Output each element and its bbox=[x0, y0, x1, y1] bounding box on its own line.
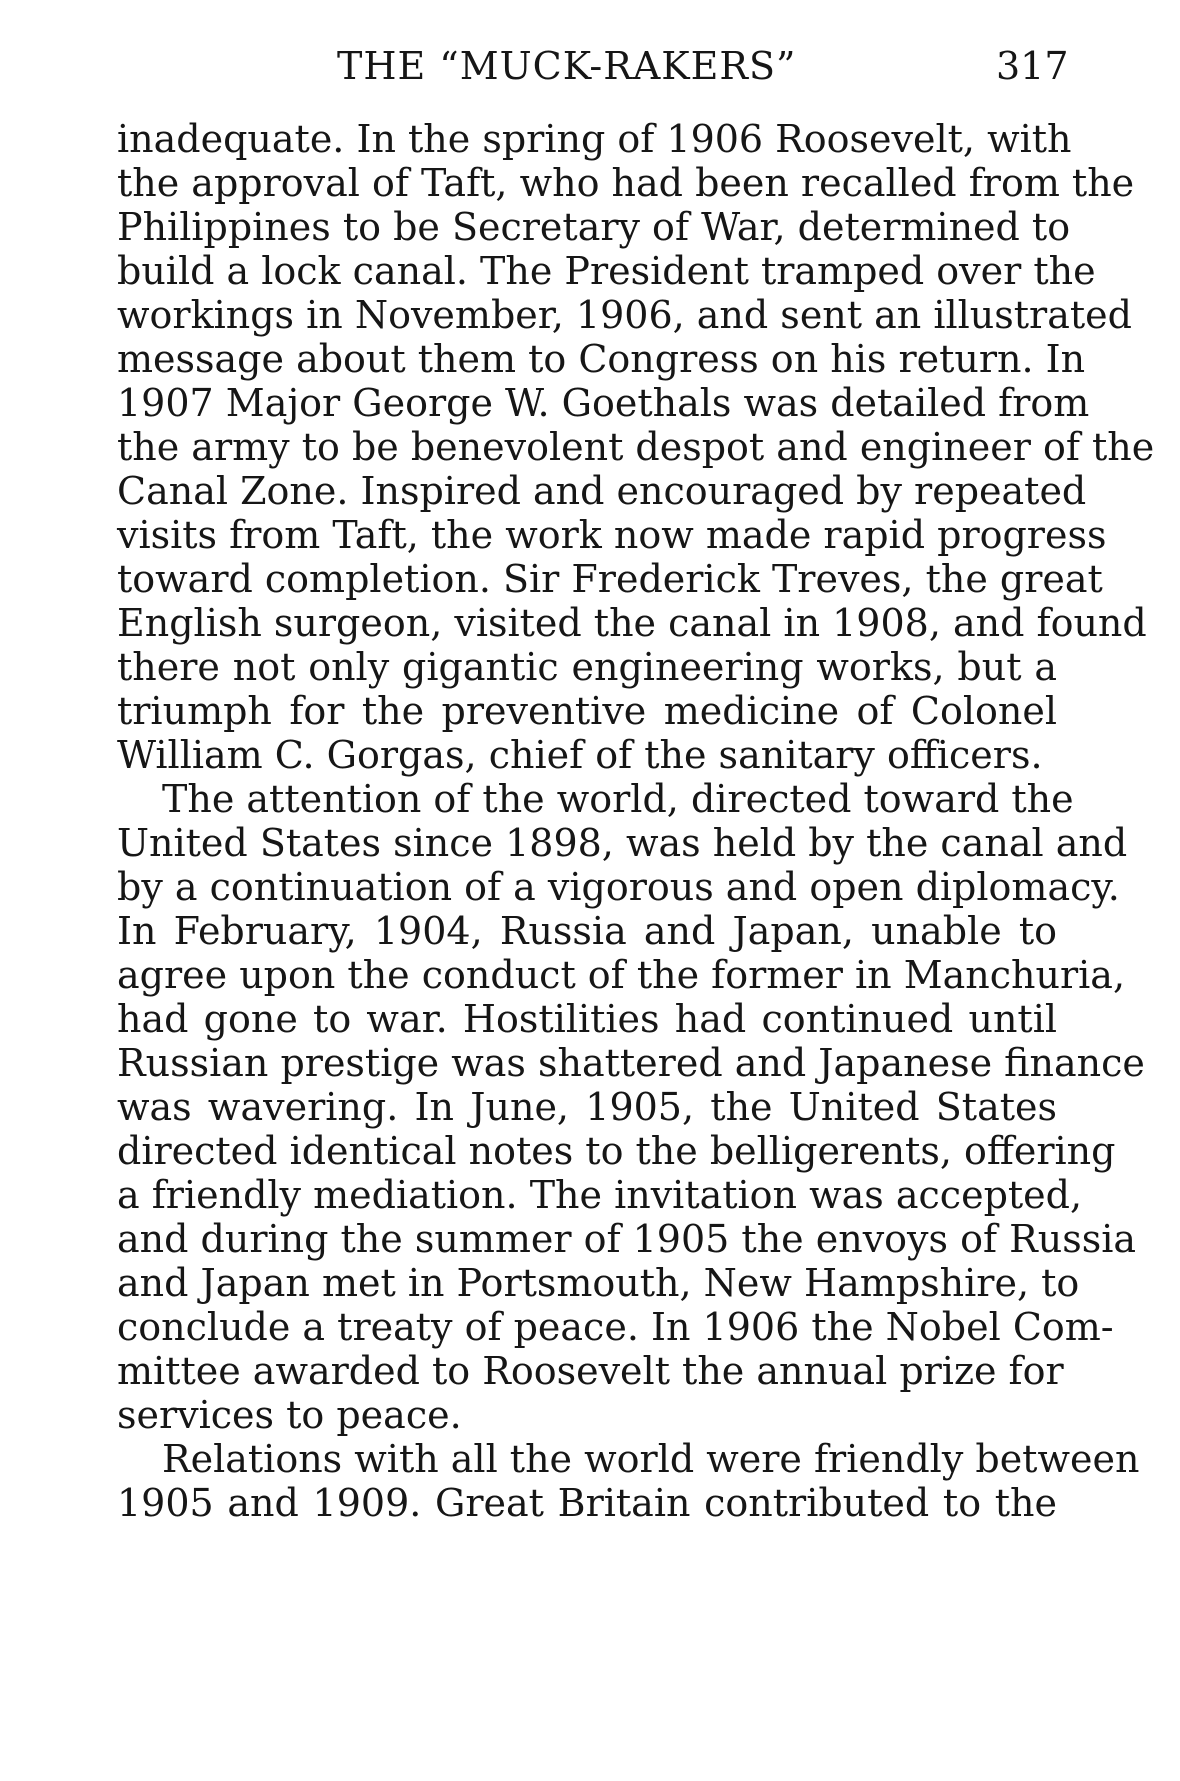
text-line: visits from Taft, the work now made rapid progress bbox=[117, 513, 1107, 557]
text-line: build a lock canal. The President tramped over the bbox=[117, 249, 1096, 293]
text-line: workings in November, 1906, and sent an illustrated bbox=[117, 293, 1132, 337]
text-line: The attention of the world, directed toward the bbox=[162, 777, 1074, 821]
running-head bbox=[0, 44, 1180, 100]
text-line: In February, 1904, Russia and Japan, unable to bbox=[117, 909, 1057, 953]
text-line: directed identical notes to the belligerents, offering bbox=[117, 1129, 1116, 1173]
text-line: Philippines to be Secretary of War, determined to bbox=[117, 205, 1071, 249]
text-line: Canal Zone. Inspired and encouraged by repeated bbox=[117, 469, 1087, 513]
running-head-title: THE “MUCK-RAKERS” bbox=[337, 44, 797, 88]
text-line: Russian prestige was shattered and Japanese finance bbox=[117, 1041, 1145, 1085]
text-line: and during the summer of 1905 the envoys of Russia bbox=[117, 1217, 1137, 1261]
text-line: had gone to war. Hostilities had continued until bbox=[117, 997, 1057, 1041]
text-line: William C. Gorgas, chief of the sanitary officers. bbox=[117, 733, 1043, 777]
text-line: 1905 and 1909. Great Britain contributed to the bbox=[117, 1481, 1057, 1525]
text-line: agree upon the conduct of the former in Manchuria, bbox=[117, 953, 1126, 997]
text-line: mittee awarded to Roosevelt the annual prize for bbox=[117, 1349, 1064, 1393]
text-line: a friendly mediation. The invitation was accepted, bbox=[117, 1173, 1083, 1217]
text-line: Relations with all the world were friendly between bbox=[162, 1437, 1140, 1481]
text-line: and Japan met in Portsmouth, New Hampshire, to bbox=[117, 1261, 1080, 1305]
page-number: 317 bbox=[996, 44, 1069, 88]
text-line: by a continuation of a vigorous and open diplomacy. bbox=[117, 865, 1120, 909]
text-line: conclude a treaty of peace. In 1906 the Nobel Com- bbox=[117, 1305, 1114, 1349]
text-line: was wavering. In June, 1905, the United States bbox=[117, 1085, 1057, 1129]
text-line: the approval of Taft, who had been recalled from the bbox=[117, 161, 1135, 205]
text-line: United States since 1898, was held by the canal and bbox=[117, 821, 1128, 865]
text-line: message about them to Congress on his return. In bbox=[117, 337, 1086, 381]
text-line: triumph for the preventive medicine of Colonel bbox=[117, 689, 1057, 733]
text-line: the army to be benevolent despot and engineer of the bbox=[117, 425, 1155, 469]
text-line: inadequate. In the spring of 1906 Roosevelt, with bbox=[117, 117, 1072, 161]
text-line: 1907 Major George W. Goethals was detailed from bbox=[117, 381, 1090, 425]
text-line: services to peace. bbox=[117, 1393, 462, 1437]
text-line: English surgeon, visited the canal in 1908, and found bbox=[117, 601, 1147, 645]
text-line: toward completion. Sir Frederick Treves, the great bbox=[117, 557, 1103, 601]
text-line: there not only gigantic engineering works, but a bbox=[117, 645, 1057, 689]
